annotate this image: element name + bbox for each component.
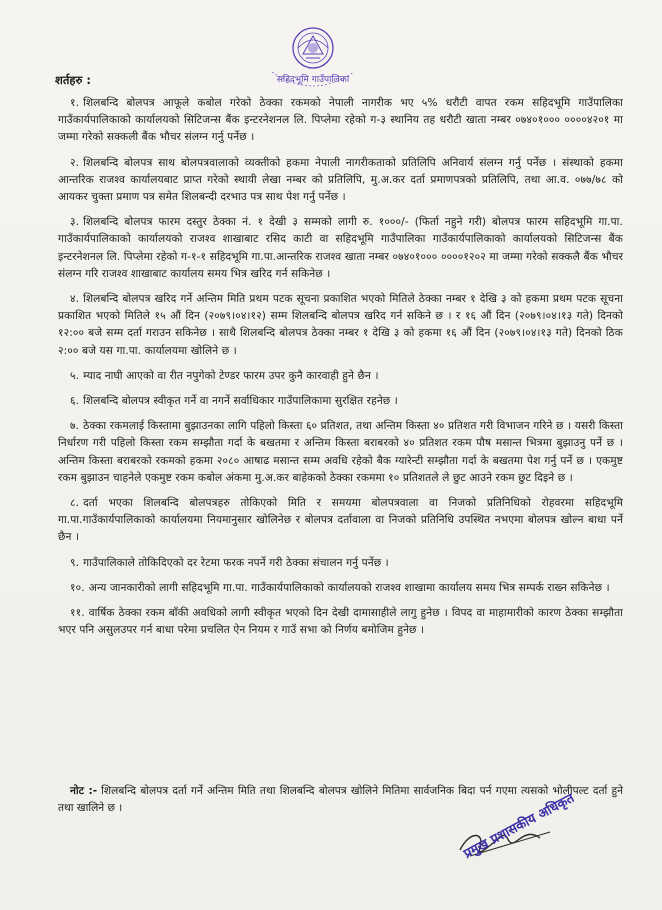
terms-heading: शर्तहरु : bbox=[55, 73, 91, 87]
term-item: १. शिलबन्दि बोलपत्र आफूले कबोल गरेको ठेक्का रकमको नेपाली नागरीक भए ५% धरौटी वापत रकम सहिदभूमि गाउँपालिका गाउँकार्यपालिकाको कार्यालयको सिटिजन्स बैंक इन्टरनेशनल लि. पिप्लेमा रहेको ग-३ स्थानिय तह धरौटी खाता नम्बर ०७४०१००० ००००४२०१ मा जम्मा गरेको सक्कली बैंक भौचर संलग्न गर्नु पर्नेछ । bbox=[58, 97, 623, 144]
municipality-seal-logo bbox=[258, 22, 368, 94]
term-item: ३. शिलबन्दि बोलपत्र फारम दस्तुर ठेक्का नं. १ देखी ३ सम्मको लागी रु. १०००/- (फिर्ता नहुने गरी) बोलपत्र फारम सहिदभूमि गा.पा. गाउँकार्यपालिकाको कार्यालयको राजश्व शाखाबाट रसिद काटी वा सहिदभूमि गाउँपालिका गाउँकार्यपालिकाको कार्यालयको सिटिजन्स बैंक इन्टरनेशनल लि. पिप्लेमा रहेको ग-१-१ सहिदभूमि गा.पा.आन्तरिक राजश्व खाता नम्बर ०७४०१००० ००००१२०२ मा जम्मा गरेको सक्कलै बैंक भौचर संलग्न गरि राजश्व शाखाबाट कार्यालय समय भित्र खरिद गर्न सकिनेछ । bbox=[58, 216, 623, 280]
signature-stamp: प्रमुख प्रशासकीय अधिकृत bbox=[461, 790, 577, 862]
term-item: ६. शिलबन्दि बोलपत्र स्वीकृत गर्ने वा नगर्ने सर्वाधिकार गाउँपालिकामा सुरक्षित रहनेछ । bbox=[70, 395, 398, 408]
term-item: ४. शिलबन्दि बोलपत्र खरिद गर्ने अन्तिम मिति प्रथम पटक सूचना प्रकाशित भएको मितिले ठेक्का नम्बर १ देखि ३ को हकमा प्रथम पटक सूचना प्रकाशित भएको मितिले १५ औं दिन (२०७९।०४।१२) सम्म शिलबन्दि बोलपत्र खरिद गर्न सकिने छ । र १६ औं दिन (२०७९।०४।१३ गते) दिनको १२:०० बजे सम्म दर्ता गराउन सकिनेछ । साथै शिलबन्दि बोलपत्र ठेक्का नम्बर १ देखि ३ को हकमा १६ औं दिन (२०७९।०४।१३ गते) दिनको ठिक २:०० बजे यस गा.पा. कार्यालयमा खोलिने छ । bbox=[58, 293, 623, 357]
term-item: २. शिलबन्दि बोलपत्र साथ बोलपत्रवालाको व्यक्तीको हकमा नेपाली नागरीकताको प्रतिलिपि अनिवार्य संलग्न गर्नु पर्नेछ । संस्थाको हकमा आन्तरिक राजश्व कार्यालयबाट प्राप्त गरेको स्थायी लेखा नम्बर को प्रतिलिपि, मु.अ.कर दर्ता प्रमाणपत्रको प्रतिलिपि, तथा आ.व. ०७७/७८ को आयकर चुक्ता प्रमाण पत्र समेत शिलबन्दी दरभाउ पत्र साथ पेश गर्नु पर्नेछ । bbox=[58, 156, 623, 204]
term-item: ५. म्याद नाघी आएको वा रीत नपुगेको टेण्डर फारम उपर कुनै कारवाही हुने छैन । bbox=[70, 369, 379, 382]
note-label: नोट :- bbox=[70, 785, 98, 797]
term-item: ९. गाउँपालिकाले तोकिदिएको दर रेटमा फरक नपर्ने गरी ठेक्का संचालन गर्नु पर्नेछ । bbox=[70, 556, 389, 569]
term-item: १०. अन्य जानकारीको लागी सहिदभूमि गा.पा. गाउँकार्यपालिकाको कार्यालयको राजश्व शाखामा कार्यालय समय भित्र सम्पर्क राख्न सकिनेछ । bbox=[70, 581, 610, 594]
term-item: ११. वार्षिक ठेक्का रकम बाँकी अवधिको लागी स्वीकृत भएको दिन देखी दामासाहीले लागु हुनेछ । विपद वा माहामारीको कारण ठेक्का सम्झौता भएर पनि असुलउपर गर्न बाधा परेमा प्रचलित ऐन नियम र गाउँ सभा को निर्णय बमोजिम हुनेछ । bbox=[58, 607, 623, 637]
seal-text: सहिदभूमि गाउँपालिका bbox=[276, 75, 350, 85]
term-item: ७. ठेक्का रकमलाई किस्तामा बुझाउनका लागि पहिलो किस्ता ६० प्रतिशत, तथा अन्तिम किस्ता ४० प्रतिशत गरी विभाजन गरिने छ । यसरी किस्ता निर्धारण गरी पहिलो किस्ता रकम सम्झौता गर्दा के बखतमा र अन्तिम किस्ता बराबरको ४० प्रतिशत रकम पौष मसान्त भित्रमा बुझाउनु पर्ने छ । अन्तिम किस्ता बराबरको रकमको हकमा २०८० आषाढ मसान्त सम्म अवधि रहेको बैक ग्यारेन्टी सम्झौता गर्दा के बखतमा पेश गर्नु पर्ने छ । एकमुष्ट रकम बुझाउन चाहनेले एकमुष्ट रकम कबोल अंकमा मु.अ.कर बाहेकको ठेक्का रकममा १० प्रतिशतले ले छुट आउने रकम छुट दिइने छ । bbox=[58, 420, 623, 484]
term-item: ८. दर्ता भएका शिलबन्दि बोलपत्रहरु तोकिएको मिति र समयमा बोलपत्रवाला वा निजको प्रतिनिधिको रोहवरमा सहिदभूमि गा.पा.गाउँकार्यपालिकाको कार्यालयमा नियमानुसार खोलिनेछ र बोलपत्र दर्तावाला वा निजको प्रतिनिधि उपस्थित नभएमा बोलपत्र खोल्न बाधा पर्ने छैन । bbox=[58, 497, 623, 544]
terms-list bbox=[58, 95, 623, 647]
note-text: शिलबन्दि बोलपत्र दर्ता गर्ने अन्तिम मिति तथा शिलबन्दि बोलपत्र खोलिने मितिमा सार्वजनिक बिदा पर्न गएमा त्यसको भोलीपल्ट दर्ता हुने तथा खालिने छ । bbox=[58, 785, 623, 815]
